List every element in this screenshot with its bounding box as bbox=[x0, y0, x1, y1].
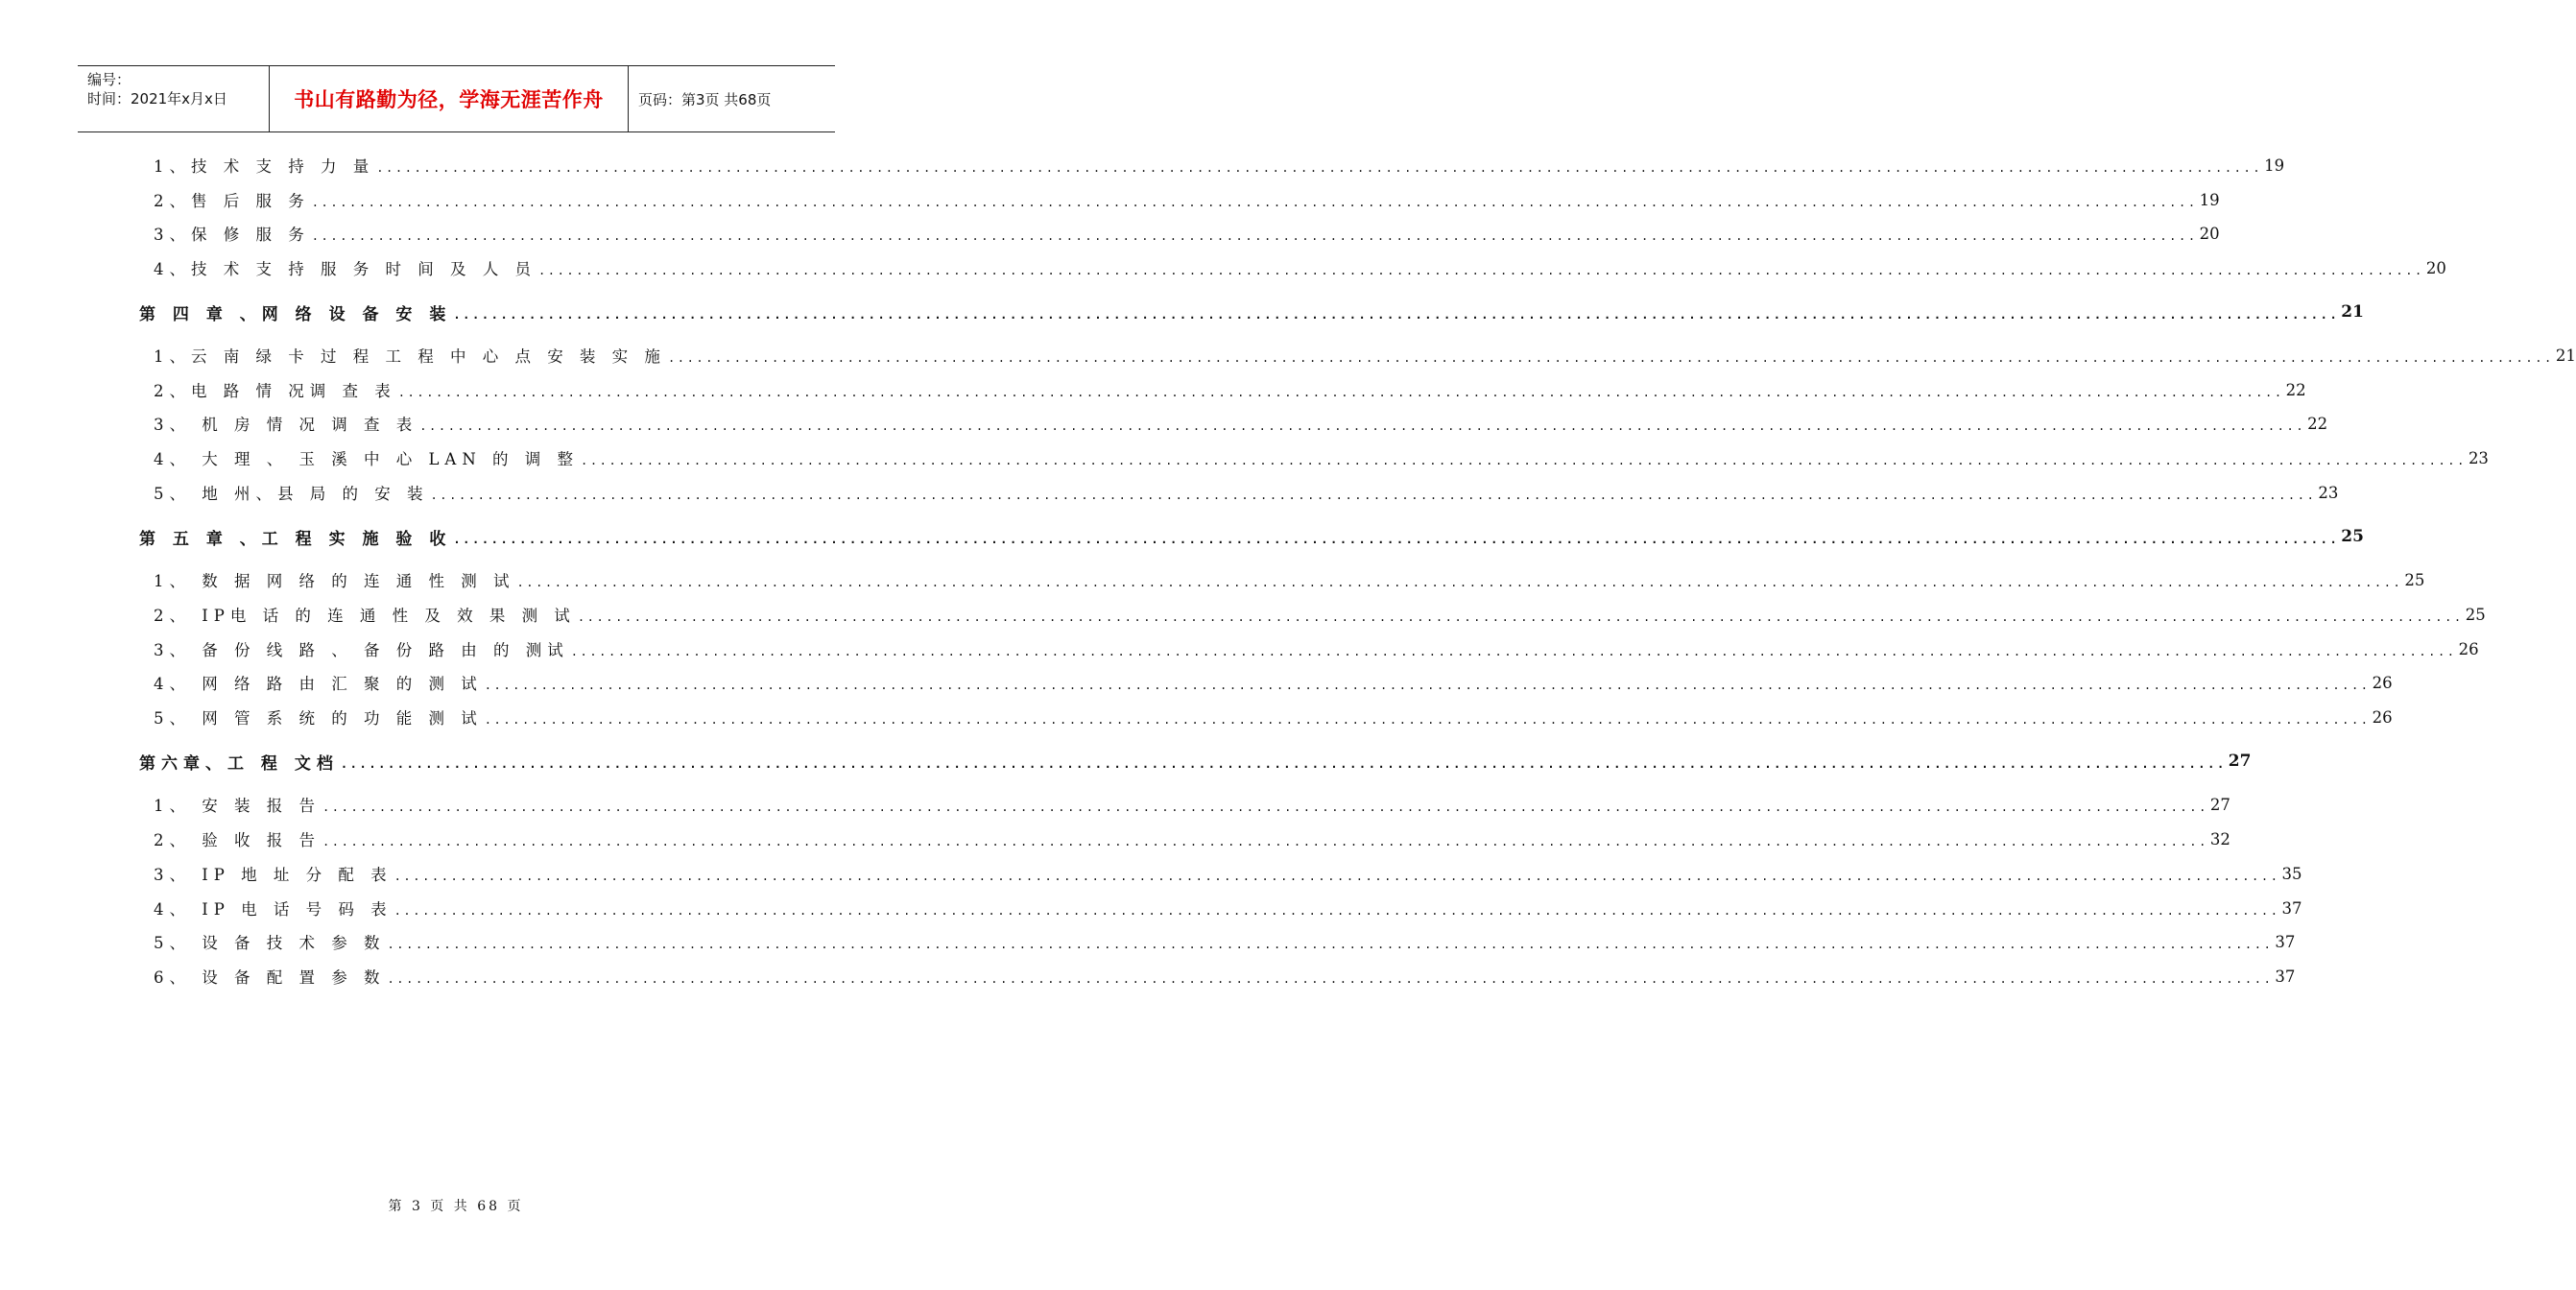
toc-entry-page-number: 26 bbox=[2372, 707, 2393, 727]
toc-entry-title: 4、 IP 电 话 号 码 表 bbox=[154, 900, 393, 919]
toc-entry-title: 5、 网 管 系 统 的 功 能 测 试 bbox=[154, 709, 483, 728]
toc-entry bbox=[154, 962, 2296, 991]
toc-entry bbox=[154, 824, 2230, 853]
toc-entry-title: 3、 备 份 线 路 、 备 份 路 由 的 测试 bbox=[154, 641, 569, 659]
toc-leader-dots: ........................................................................................................................................................................................................ bbox=[484, 713, 2371, 727]
toc-leader-dots: ........................................................................................................................................................................................................ bbox=[394, 904, 2280, 918]
toc-entry bbox=[154, 478, 2339, 507]
toc-leader-dots: ........................................................................................................................................................................................................ bbox=[322, 835, 2208, 848]
toc-entry-title: 3、保 修 服 务 bbox=[154, 226, 310, 244]
toc-entry-title: 2、 验 收 报 告 bbox=[154, 831, 321, 849]
toc-entry bbox=[154, 341, 2576, 370]
toc-leader-dots: ........................................................................................................................................................................................................ bbox=[419, 419, 2306, 433]
toc-entry-title: 2、电 路 情 况调 查 表 bbox=[154, 382, 396, 400]
toc-leader-dots: ........................................................................................................................................................................................................ bbox=[387, 938, 2274, 951]
toc-entry bbox=[154, 409, 2328, 438]
toc-entry bbox=[154, 443, 2489, 472]
toc-entry bbox=[154, 219, 2220, 248]
toc-leader-dots: ........................................................................................................................................................................................................ bbox=[340, 757, 2227, 771]
toc-leader-dots: ........................................................................................................................................................................................................ bbox=[453, 308, 2340, 322]
toc-entry bbox=[154, 375, 2306, 404]
toc-entry bbox=[154, 634, 2479, 663]
toc-leader-dots: ........................................................................................................................................................................................................ bbox=[376, 161, 2263, 175]
toc-leader-dots: ........................................................................................................................................................................................................ bbox=[387, 972, 2274, 986]
toc-entry-page-number: 22 bbox=[2307, 414, 2328, 433]
page-footer: 第 3 页 共 68 页 bbox=[388, 1199, 524, 1214]
header-motto: 书山有路勤为径，学海无涯苦作舟 bbox=[270, 66, 629, 131]
toc-entry-page-number: 26 bbox=[2458, 639, 2479, 658]
toc-entry-title: 5、 设 备 技 术 参 数 bbox=[154, 934, 386, 952]
toc-entry-page-number: 19 bbox=[2199, 190, 2220, 209]
toc-entry-page-number: 21 bbox=[2341, 302, 2364, 322]
toc-entry-title: 6、 设 备 配 置 参 数 bbox=[154, 968, 386, 987]
toc-entry bbox=[154, 253, 2446, 282]
toc-entry-page-number: 25 bbox=[2404, 570, 2425, 589]
toc-entry bbox=[154, 790, 2230, 819]
toc-entry-page-number: 22 bbox=[2285, 380, 2306, 399]
toc-entry bbox=[154, 151, 2285, 179]
toc-chapter-entry bbox=[139, 747, 2252, 776]
toc-entry-page-number: 23 bbox=[2468, 448, 2489, 467]
toc-chapter-entry bbox=[139, 522, 2364, 551]
toc-entry-page-number: 35 bbox=[2281, 864, 2302, 883]
toc-entry-title: 第 四 章 、网 络 设 备 安 装 bbox=[139, 304, 452, 324]
toc-leader-dots: ........................................................................................................................................................................................................ bbox=[577, 610, 2464, 624]
toc-entry-title: 1、云 南 绿 卡 过 程 工 程 中 心 点 安 装 实 施 bbox=[154, 347, 666, 366]
toc-leader-dots: ........................................................................................................................................................................................................ bbox=[311, 196, 2198, 209]
toc-entry-page-number: 32 bbox=[2209, 829, 2230, 848]
toc-entry-page-number: 21 bbox=[2555, 346, 2576, 365]
toc-entry-title: 5、 地 州、县 局 的 安 装 bbox=[154, 485, 429, 503]
toc-leader-dots: ........................................................................................................................................................................................................ bbox=[516, 576, 2403, 589]
toc-entry-page-number: 27 bbox=[2228, 752, 2252, 771]
header-meta bbox=[78, 66, 270, 131]
toc-entry bbox=[154, 703, 2393, 731]
page-header bbox=[78, 65, 835, 132]
toc-entry-title: 4、技 术 支 持 服 务 时 间 及 人 员 bbox=[154, 260, 537, 278]
toc-leader-dots: ........................................................................................................................................................................................................ bbox=[581, 454, 2467, 467]
toc-leader-dots: ........................................................................................................................................................................................................ bbox=[667, 351, 2554, 365]
toc-entry bbox=[154, 600, 2486, 629]
toc-leader-dots: ........................................................................................................................................................................................................ bbox=[322, 800, 2208, 814]
toc-entry-page-number: 26 bbox=[2372, 673, 2393, 692]
toc-entry-title: 第六章、工 程 文档 bbox=[139, 753, 339, 774]
toc-entry-title: 3、 机 房 情 况 调 查 表 bbox=[154, 416, 418, 434]
toc-entry-title: 1、 安 装 报 告 bbox=[154, 797, 321, 815]
header-page-info: 页码：第3页 共68页 bbox=[638, 90, 772, 108]
toc-entry-title: 1、技 术 支 持 力 量 bbox=[154, 157, 375, 176]
toc-entry-title: 2、 IP电 话 的 连 通 性 及 效 果 测 试 bbox=[154, 607, 576, 625]
toc-entry-page-number: 37 bbox=[2275, 967, 2296, 986]
toc-entry bbox=[154, 565, 2425, 594]
toc-entry-page-number: 20 bbox=[2199, 224, 2220, 243]
toc-leader-dots: ........................................................................................................................................................................................................ bbox=[397, 386, 2284, 399]
toc-entry bbox=[154, 859, 2302, 888]
toc-leader-dots: ........................................................................................................................................................................................................ bbox=[430, 489, 2317, 502]
toc-entry-title: 3、 IP 地 址 分 配 表 bbox=[154, 866, 393, 884]
toc-entry bbox=[154, 185, 2220, 214]
toc-leader-dots: ........................................................................................................................................................................................................ bbox=[394, 870, 2280, 883]
toc-entry-page-number: 25 bbox=[2341, 527, 2364, 546]
toc-entry-title: 2、售 后 服 务 bbox=[154, 192, 310, 210]
toc-entry bbox=[154, 894, 2302, 922]
toc-entry-page-number: 25 bbox=[2465, 605, 2486, 624]
toc-entry-page-number: 27 bbox=[2209, 795, 2230, 814]
document-number-label: 编号： bbox=[87, 71, 131, 88]
toc-leader-dots: ........................................................................................................................................................................................................ bbox=[537, 264, 2424, 277]
toc-leader-dots: ........................................................................................................................................................................................................ bbox=[570, 645, 2457, 658]
toc-entry-title: 4、 大 理 、 玉 溪 中 心 LAN 的 调 整 bbox=[154, 450, 580, 468]
toc-chapter-entry bbox=[139, 298, 2364, 326]
toc-entry-page-number: 19 bbox=[2264, 155, 2285, 175]
toc-entry-title: 1、 数 据 网 络 的 连 通 性 测 试 bbox=[154, 572, 515, 590]
toc-leader-dots: ........................................................................................................................................................................................................ bbox=[484, 679, 2371, 692]
toc-entry-page-number: 20 bbox=[2425, 258, 2446, 277]
toc-entry-title: 4、 网 络 路 由 汇 聚 的 测 试 bbox=[154, 675, 483, 693]
toc-entry-page-number: 37 bbox=[2281, 898, 2302, 918]
toc-entry-title: 第 五 章 、工 程 实 施 验 收 bbox=[139, 529, 452, 549]
toc-leader-dots: ........................................................................................................................................................................................................ bbox=[453, 533, 2340, 546]
toc-entry bbox=[154, 927, 2296, 956]
toc-entry-page-number: 37 bbox=[2275, 932, 2296, 951]
toc-leader-dots: ........................................................................................................................................................................................................ bbox=[311, 229, 2198, 243]
document-date-label: 时间：2021年x月x日 bbox=[87, 90, 227, 108]
toc-entry-page-number: 23 bbox=[2318, 483, 2339, 502]
toc-entry bbox=[154, 668, 2393, 697]
